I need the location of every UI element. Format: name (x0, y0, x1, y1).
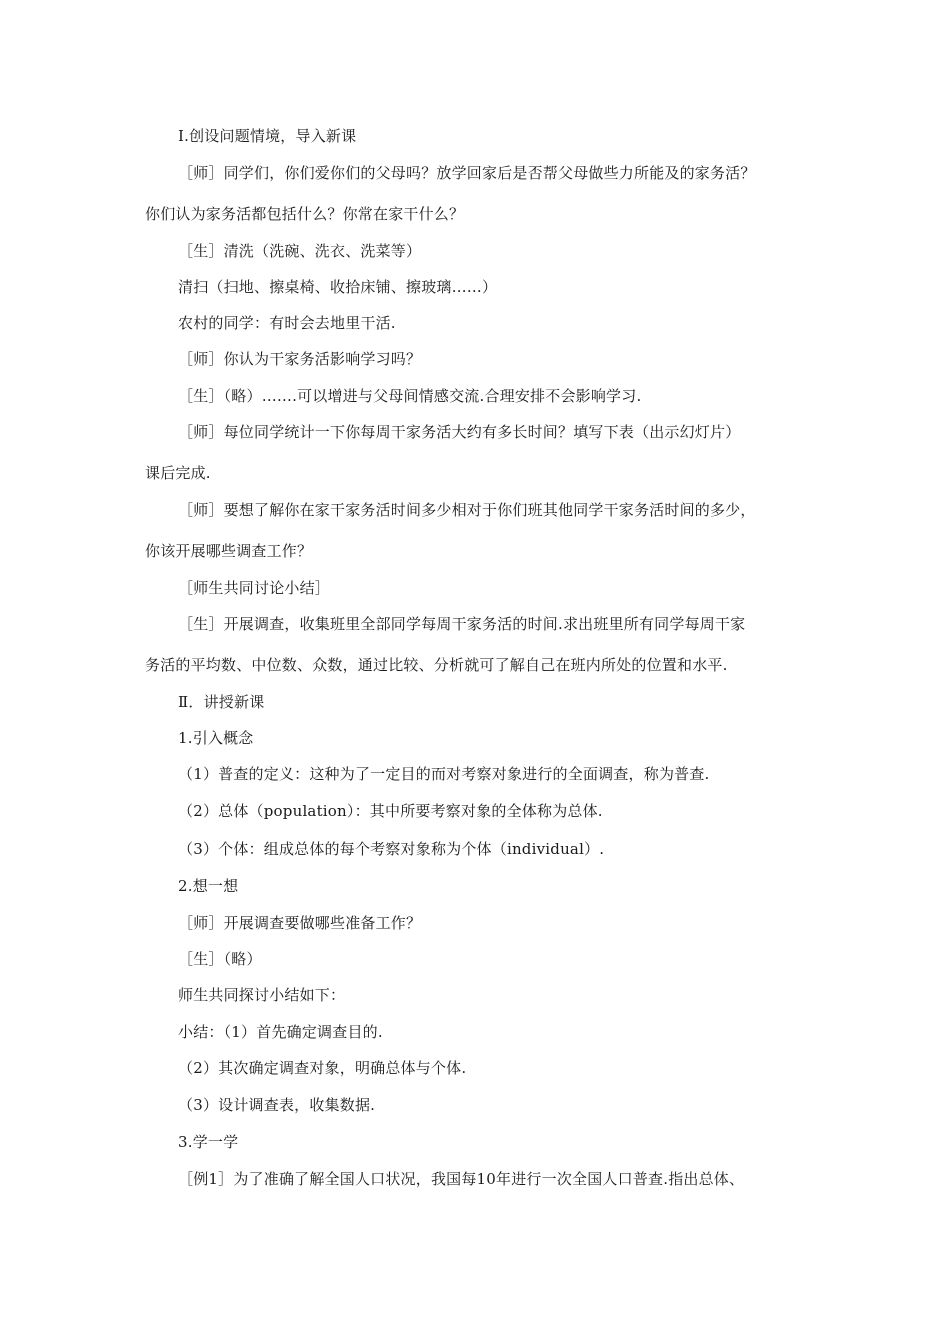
paragraph-line: 小结：（1）首先确定调查目的. (178, 1023, 383, 1041)
paragraph-line: ［生］（略）…….可以增进与父母间情感交流.合理安排不会影响学习. (178, 387, 642, 405)
paragraph-line: ［生］（略） (178, 950, 262, 968)
paragraph-line: 清扫（扫地、擦桌椅、收拾床铺、擦玻璃……） (178, 278, 498, 296)
subsection-heading: 3.学一学 (178, 1133, 239, 1151)
paragraph-line: ［生］开展调查，收集班里全部同学每周干家务活的时间.求出班里所有同学每周干家 (178, 615, 746, 633)
paragraph-line: ［师］开展调查要做哪些准备工作？ (178, 914, 422, 932)
paragraph-line: 你们认为家务活都包括什么？你常在家干什么？ (145, 205, 465, 223)
paragraph-line: 师生共同探讨小结如下： (178, 986, 346, 1004)
section-heading-1: Ⅰ.创设问题情境，导入新课 (178, 127, 357, 145)
paragraph-line: ［师生共同讨论小结］ (178, 579, 331, 597)
paragraph-line: （2）总体（population）：其中所要考察对象的全体称为总体. (178, 802, 603, 820)
paragraph-line: ［师］要想了解你在家干家务活时间多少相对于你们班其他同学干家务活时间的多少， (178, 501, 756, 519)
subsection-heading: 1.引入概念 (178, 729, 254, 747)
paragraph-line: （3）设计调查表，收集数据. (178, 1096, 376, 1114)
paragraph-line: ［生］清洗（洗碗、洗衣、洗菜等） (178, 242, 422, 260)
section-heading-2: Ⅱ．讲授新课 (178, 693, 265, 711)
paragraph-line: 务活的平均数、中位数、众数，通过比较、分析就可了解自己在班内所处的位置和水平. (145, 656, 728, 674)
paragraph-line: 你该开展哪些调查工作？ (145, 542, 313, 560)
subsection-heading: 2.想一想 (178, 877, 239, 895)
paragraph-line: （1）普查的定义：这种为了一定目的而对考察对象进行的全面调查，称为普查. (178, 765, 710, 783)
paragraph-line: ［师］同学们，你们爱你们的父母吗？放学回家后是否帮父母做些力所能及的家务活？ (178, 164, 756, 182)
paragraph-line: ［例1］为了准确了解全国人口状况，我国每10年进行一次全国人口普查.指出总体、 (178, 1170, 745, 1188)
paragraph-line: （2）其次确定调查对象，明确总体与个体. (178, 1059, 467, 1077)
paragraph-line: 农村的同学：有时会去地里干活. (178, 314, 396, 332)
paragraph-line: ［师］你认为干家务活影响学习吗？ (178, 350, 422, 368)
paragraph-line: 课后完成. (145, 464, 211, 482)
paragraph-line: ［师］每位同学统计一下你每周干家务活大约有多长时间？填写下表（出示幻灯片） (178, 423, 741, 441)
paragraph-line: （3）个体：组成总体的每个考察对象称为个体（individual）. (178, 840, 605, 858)
